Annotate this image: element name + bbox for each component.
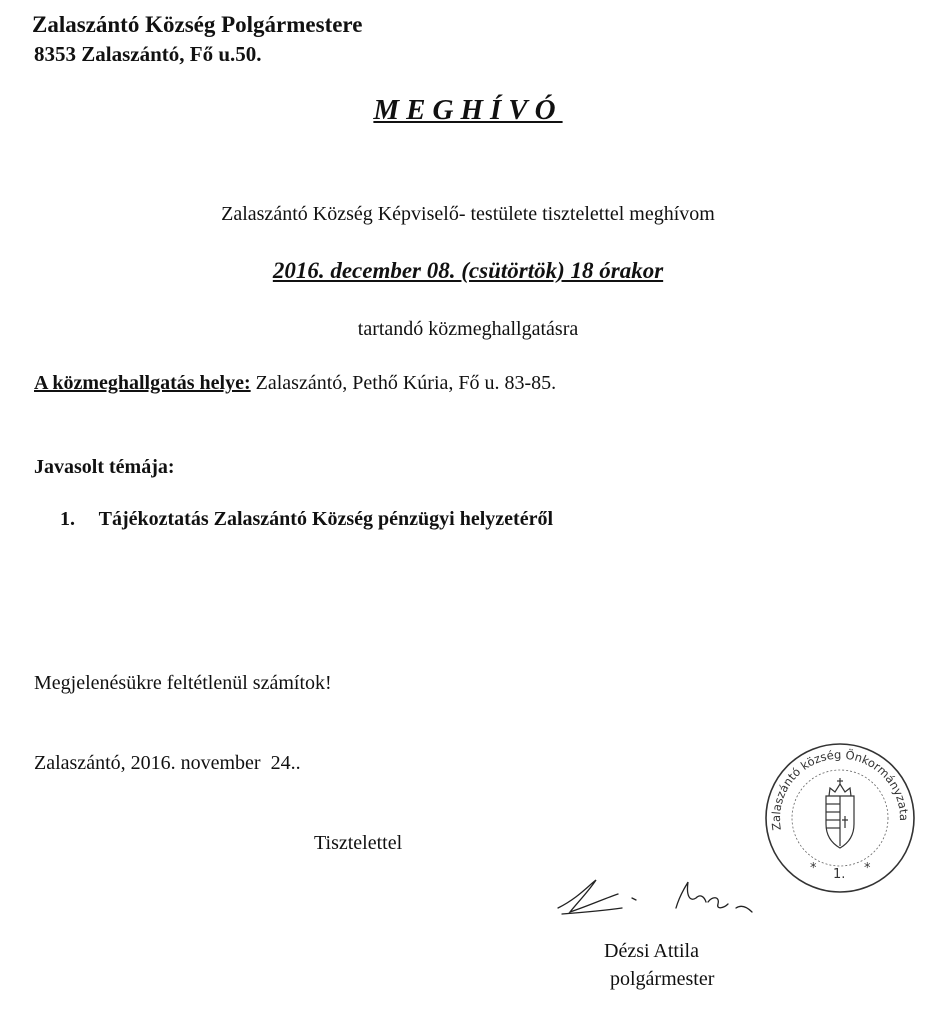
coat-of-arms-icon [826,778,854,848]
agenda-heading: Javasolt témája: [34,456,175,478]
venue-value: Zalaszántó, Pethő Kúria, Fő u. 83-85. [255,372,557,394]
seal-ring-text: Zalaszántó község Önkormányzata [768,747,912,832]
venue-label: A közmeghallgatás helye: [34,372,251,394]
official-seal [760,738,920,898]
agenda-item-number: 1. [60,508,75,530]
organization-address: 8353 Zalaszántó, Fő u.50. [34,42,262,66]
event-name: tartandó közmeghallgatásra [357,318,579,340]
agenda-item-text: Tájékoztatás Zalaszántó Község pénzügyi helyzetéről [98,508,554,530]
invitation-intro: Zalaszántó Község Képviselő- testülete tisztelettel meghívom [221,203,715,225]
organization-name: Zalaszántó Község Polgármestere [32,12,363,37]
svg-text:*: * [864,861,871,876]
seal-number: 1. [833,867,846,882]
agenda-item [60,508,553,531]
svg-text:*: * [810,861,817,876]
venue-line [34,372,556,395]
signer-title: polgármester [610,968,715,990]
signer-name: Dézsi Attila [604,940,699,962]
place-and-date: Zalaszántó, 2016. november 24.. [34,752,301,774]
meeting-date-time: 2016. december 08. (csütörtök) 18 órakor [272,258,664,283]
greeting: Tisztelettel [314,832,403,854]
document-title: MEGHÍVÓ [373,94,563,126]
attendance-expectation: Megjelenésükre feltétlenül számítok! [34,672,332,694]
handwritten-signature [548,868,768,928]
